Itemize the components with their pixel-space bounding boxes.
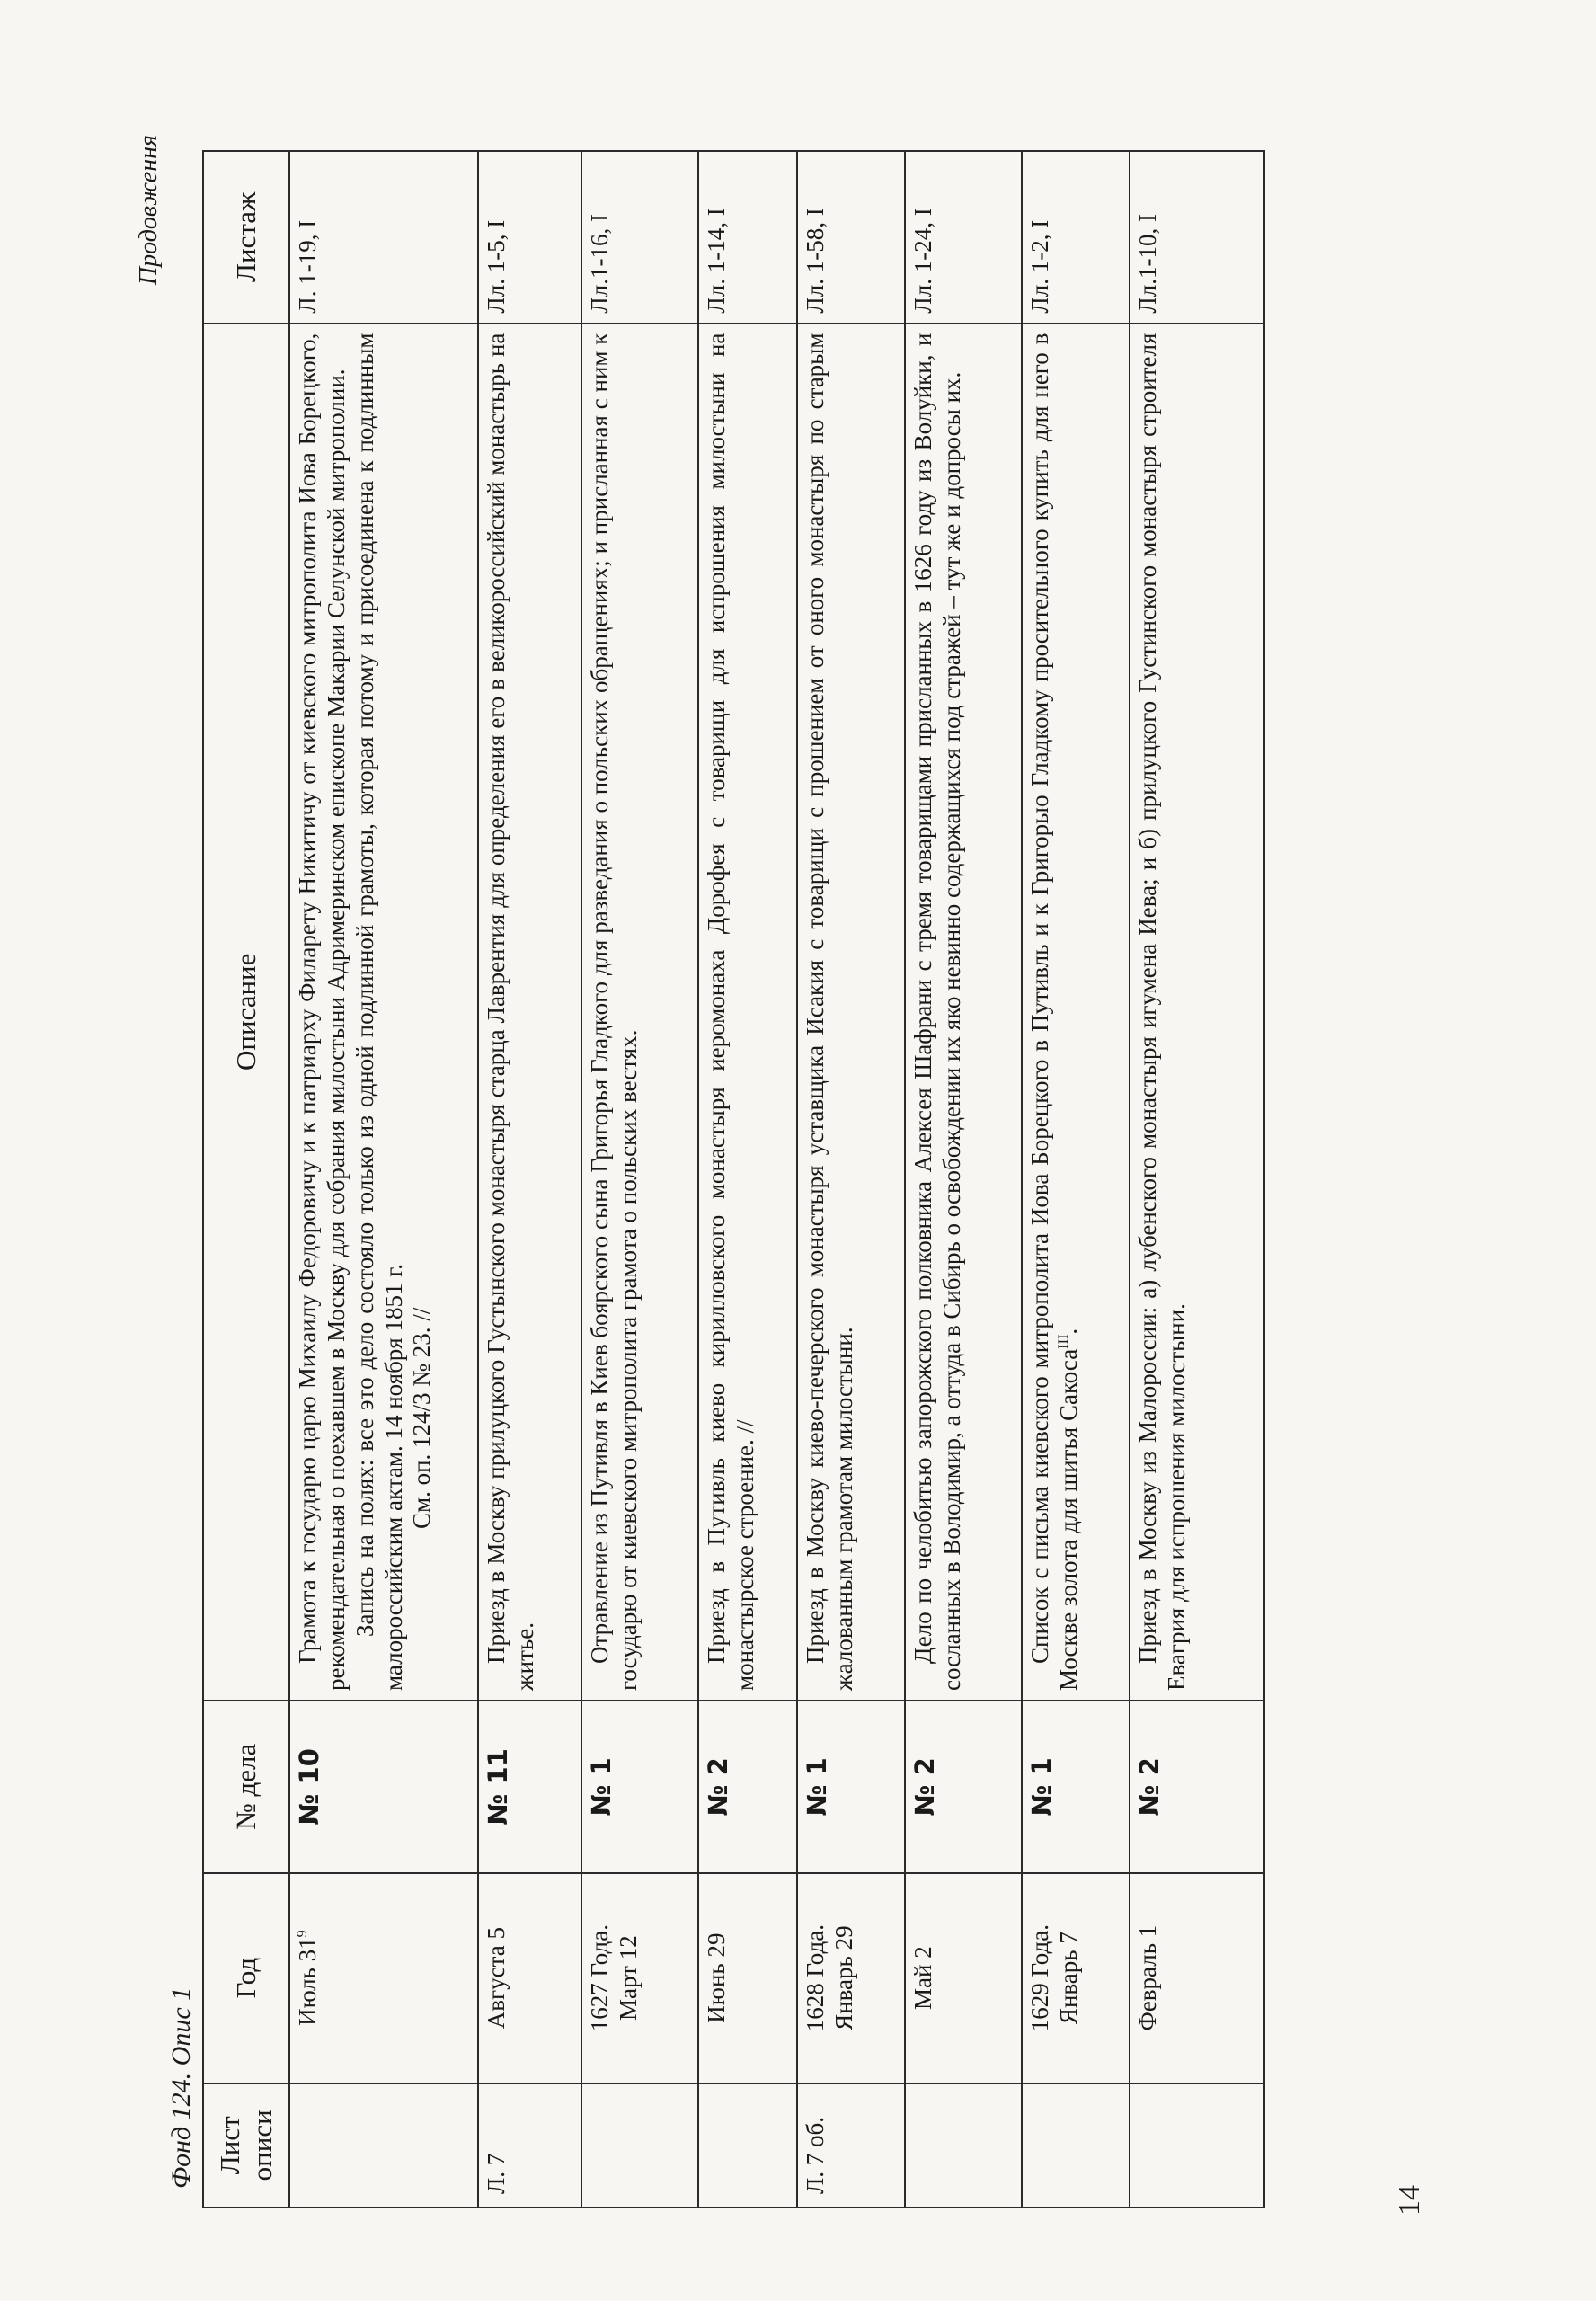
cell-year: 1629 Года. Январь 7 [1022,1873,1130,2083]
description-text: Грамота к государю царю Михаилу Федоровичу и к патриарху Филарету Никитичу от киевского митрополита Иова Борецкого, рекомендательная о поехавшем в Москву для собрания милостыни Адримеринском епископе Макарии Селунской митрополии. [294,333,350,1691]
description-text: Приезд в Путивль киево кирилловского монастыря иеромонаха Дорофея с товарищи для испрошения милостыни на монастырское строение. // [703,333,758,1691]
cross-reference: См. оп. 124/3 № 23. // [408,1307,436,1529]
cell-leaves: Лл. 1-14, I [698,151,797,324]
cell-case-number: № 2 [905,1701,1022,1873]
cell-leaves: Лл.1-16, I [581,151,698,324]
description-text: Приезд в Москву из Малороссии: а) лубенского монастыря игумена Иева; и б) прилуцкого Густинского монастыря строителя Евагрия для испрошения милостыни. [1134,333,1190,1691]
cell-sheet [698,2083,797,2208]
cell-year: Июль $31^9$ [289,1873,478,2083]
cell-year: 1628 Года. Январь 29 [797,1873,905,2083]
table-row [478,151,581,2208]
cell-sheet: Л. 7 об. [797,2083,905,2208]
table-body [289,151,1264,2208]
page-number: 14 [1393,2185,1426,2216]
cell-sheet [1130,2083,1264,2208]
footnote-marker: 9 [294,1930,310,1938]
cell-sheet [581,2083,698,2208]
cell-leaves: Лл. 1-24, I [905,151,1022,324]
cell-sheet: Л. 7 [478,2083,581,2208]
col-header-sheet: Лист описи [203,2083,289,2208]
fond-header: Фонд 124. Опис 1 [166,1986,196,2189]
cell-case-number: № 11 [478,1701,581,1873]
cell-leaves: Лл. 1-2, I [1022,151,1130,324]
table-row [698,151,797,2208]
col-header-year: Год [203,1873,289,2083]
cell-sheet [1022,2083,1130,2208]
cell-description [478,324,581,1701]
cell-description [581,324,698,1701]
cell-leaves: Лл. 1-5, I [478,151,581,324]
cell-case-number: № 1 [581,1701,698,1873]
continuation-label: Продовження [135,135,163,286]
table-header-row [203,151,289,2208]
cell-case-number: № 10 [289,1701,478,1873]
cell-year: Май 2 [905,1873,1022,2083]
cell-year: Июнь 29 [698,1873,797,2083]
cell-case-number: № 1 [1022,1701,1130,1873]
rotated-sheet [135,135,1483,2216]
cell-case-number: № 1 [797,1701,905,1873]
cell-description [905,324,1022,1701]
cell-leaves: Лл.1-10, I [1130,151,1264,324]
cell-description [698,324,797,1701]
cell-description [289,324,478,1701]
table-row [581,151,698,2208]
cell-description [1130,324,1264,1701]
table-row [1130,151,1264,2208]
cell-case-number: № 2 [1130,1701,1264,1873]
margin-note: Запись на полях: все это дело состояло только из одной подлинной грамоты, которая потому и присоединена к подлинным малороссийским актам. 14 ноября 1851 г. [350,333,407,1691]
table-row [1022,151,1130,2208]
cell-leaves: Л. 1-19, I [289,151,478,324]
table-row [905,151,1022,2208]
table-row [289,151,478,2208]
cell-year: Февраль 1 [1130,1873,1264,2083]
cell-leaves: Лл. 1-58, I [797,151,905,324]
description-text: Приезд в Москву киево-печерского монастыря уставщика Исакия с товарищи с прошением от оного монастыря по старым жалованным грамотам милостыни. [802,333,857,1691]
cell-year: Августа 5 [478,1873,581,2083]
description-text: Список с письма киевского митрополита Иова Борецкого в Путивль и к Григорью Гладкому просительного купить для него в Москве золота для шитья Сакоса$^{III}$. [1026,333,1082,1691]
description-text: Отравление из Путивля в Киев боярского сына Григорья Гладкого для разведания о польских обращениях; и присланная с ним к государю от киевского митрополита грамота о польских вестях. [586,333,642,1691]
cell-sheet [905,2083,1022,2208]
col-header-case: № дела [203,1701,289,1873]
cell-description [797,324,905,1701]
col-header-description: Описание [203,324,289,1701]
description-text: Дело по челобитью запорожского полковника Алексея Шафрани с тремя товарищами присланных в 1626 году из Волуйки, и сосланных в Володимир, а оттуда в Сибирь о освобождении их яко невинно содержащихся под стражей – тут же и допросы их. [909,333,965,1691]
cell-case-number: № 2 [698,1701,797,1873]
col-header-leaves: Листаж [203,151,289,324]
description-text: Приезд в Москву прилуцкого Густынского монастыря старца Лаврентия для определения его в великороссийский монастырь на житье. [483,333,538,1691]
cell-year: 1627 Года. Март 12 [581,1873,698,2083]
cell-sheet [289,2083,478,2208]
table-row [797,151,905,2208]
inventory-table [202,150,1265,2208]
footnote-marker: III [1054,1334,1071,1349]
cell-description [1022,324,1130,1701]
